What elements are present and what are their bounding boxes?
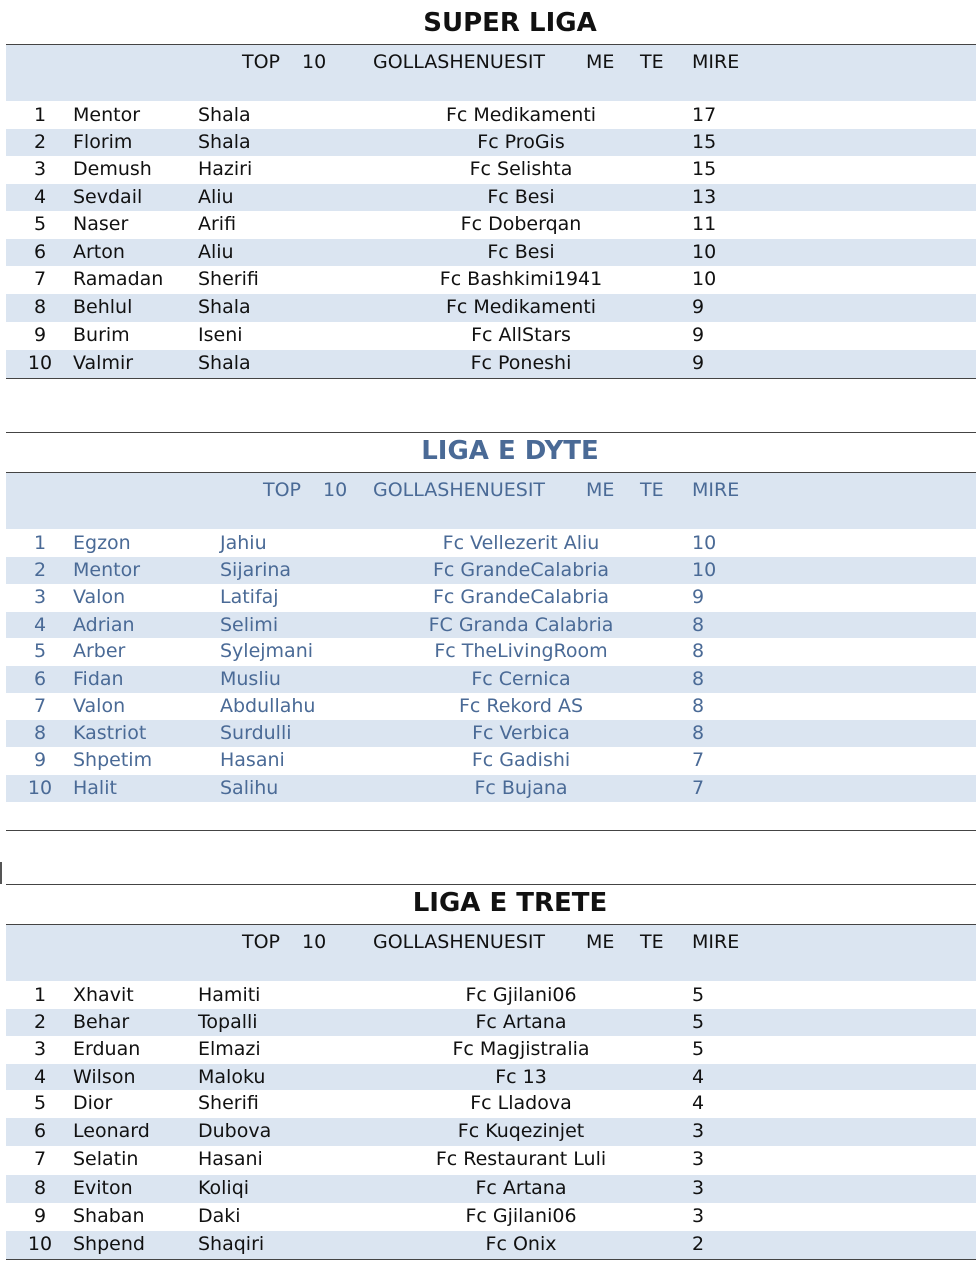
- team: Fc Onix: [485, 1233, 557, 1255]
- table-row: [6, 102, 976, 129]
- header-gollashenuesit: GOLLASHENUESIT: [373, 479, 546, 501]
- team: Fc Magjistralia: [452, 1038, 590, 1060]
- first-name: Arton: [73, 241, 125, 263]
- column-header: [6, 45, 976, 101]
- table-row: [6, 530, 976, 557]
- team: Fc Bujana: [474, 777, 568, 799]
- rank: 3: [33, 1038, 47, 1060]
- team: Fc Rekord AS: [458, 695, 584, 717]
- table-title: LIGA E DYTE: [421, 436, 599, 466]
- last-name: Shaqiri: [198, 1233, 265, 1255]
- first-name: Fidan: [73, 668, 124, 690]
- table-row: [6, 775, 976, 802]
- last-name: Elmazi: [198, 1038, 261, 1060]
- first-name: Valmir: [73, 352, 134, 374]
- rank: 6: [33, 1120, 47, 1142]
- last-name: Selimi: [220, 614, 279, 636]
- first-name: Mentor: [73, 559, 141, 581]
- rank: 1: [33, 532, 47, 554]
- rank: 2: [33, 131, 47, 153]
- team: Fc AllStars: [471, 324, 571, 346]
- team: Fc TheLivingRoom: [434, 640, 608, 662]
- goals: 5: [692, 984, 705, 1006]
- goals: 8: [692, 695, 705, 717]
- rank: 8: [33, 722, 47, 744]
- first-name: Behar: [73, 1011, 130, 1033]
- first-name: Shaban: [73, 1205, 145, 1227]
- first-name: Shpetim: [73, 749, 153, 771]
- table-row: [6, 612, 976, 638]
- rank: 4: [33, 614, 47, 636]
- table-row: [6, 1036, 976, 1064]
- rank: 6: [33, 668, 47, 690]
- rank: 4: [33, 186, 47, 208]
- column-header: [6, 925, 976, 981]
- table-title: SUPER LIGA: [423, 8, 597, 38]
- team: Fc Bashkimi1941: [439, 268, 603, 290]
- goals: 9: [692, 352, 705, 374]
- goals: 3: [692, 1177, 705, 1199]
- first-name: Shpend: [73, 1233, 145, 1255]
- goals: 10: [692, 268, 717, 290]
- goals: 17: [692, 104, 717, 126]
- goals: 15: [692, 131, 717, 153]
- header-te: TE: [640, 479, 664, 501]
- first-name: Behlul: [73, 296, 133, 318]
- rank: 2: [33, 1011, 47, 1033]
- first-name: Demush: [73, 158, 152, 180]
- goals: 9: [692, 586, 705, 608]
- team: Fc GrandeCalabria: [432, 559, 609, 581]
- last-name: Sherifi: [198, 268, 259, 290]
- table-row: [6, 1146, 976, 1175]
- header-mire: MIRE: [692, 931, 740, 953]
- header-te: TE: [640, 931, 664, 953]
- text-cursor: [0, 862, 2, 884]
- table-row: [6, 294, 976, 322]
- team: Fc ProGis: [477, 131, 565, 153]
- first-name: Leonard: [73, 1120, 150, 1142]
- last-name: Hasani: [198, 1148, 263, 1170]
- first-name: Xhavit: [73, 984, 134, 1006]
- first-name: Dior: [73, 1092, 113, 1114]
- table-row: [6, 1090, 976, 1118]
- first-name: Selatin: [73, 1148, 139, 1170]
- goals: 11: [692, 213, 717, 235]
- table-row: [6, 720, 976, 747]
- divider: [6, 378, 976, 379]
- first-name: Naser: [73, 213, 129, 235]
- team: FC Granda Calabria: [428, 614, 614, 636]
- table-row: [6, 638, 976, 666]
- rank: 9: [33, 1205, 47, 1227]
- team: Fc 13: [495, 1066, 547, 1088]
- last-name: Sylejmani: [220, 640, 314, 662]
- first-name: Florim: [73, 131, 133, 153]
- goals: 5: [692, 1011, 705, 1033]
- team: Fc Gjilani06: [465, 1205, 577, 1227]
- goals: 3: [692, 1148, 705, 1170]
- first-name: Wilson: [73, 1066, 136, 1088]
- first-name: Burim: [73, 324, 130, 346]
- goals: 10: [692, 559, 717, 581]
- goals: 13: [692, 186, 717, 208]
- rank: 5: [33, 640, 47, 662]
- first-name: Eviton: [73, 1177, 133, 1199]
- last-name: Arifi: [198, 213, 237, 235]
- table-row: [6, 266, 976, 294]
- team: Fc Besi: [487, 186, 555, 208]
- last-name: Hamiti: [198, 984, 261, 1006]
- team: Fc Vellezerit Aliu: [442, 532, 600, 554]
- last-name: Jahiu: [220, 532, 267, 554]
- last-name: Aliu: [198, 186, 234, 208]
- table-row: [6, 156, 976, 184]
- table-row: [6, 184, 976, 211]
- header-top: TOP: [263, 479, 302, 501]
- team: Fc Artana: [475, 1011, 567, 1033]
- header-ten: 10: [302, 931, 327, 953]
- last-name: Shala: [198, 131, 251, 153]
- last-name: Aliu: [198, 241, 234, 263]
- divider: [6, 830, 976, 831]
- divider: [6, 1259, 976, 1260]
- column-header: [6, 473, 976, 529]
- rank: 8: [33, 296, 47, 318]
- last-name: Abdullahu: [220, 695, 316, 717]
- first-name: Kastriot: [73, 722, 147, 744]
- rank: 7: [33, 695, 47, 717]
- goals: 8: [692, 614, 705, 636]
- goals: 10: [692, 241, 717, 263]
- team: Fc Cernica: [471, 668, 571, 690]
- goals: 9: [692, 324, 705, 346]
- last-name: Latifaj: [220, 586, 279, 608]
- first-name: Erduan: [73, 1038, 141, 1060]
- header-top: TOP: [242, 51, 281, 73]
- last-name: Koliqi: [198, 1177, 250, 1199]
- table-row: [6, 693, 976, 720]
- rank: 6: [33, 241, 47, 263]
- goals: 8: [692, 668, 705, 690]
- table-row: [6, 557, 976, 584]
- rank: 10: [27, 352, 53, 374]
- team: Fc Selishta: [469, 158, 573, 180]
- rank: 5: [33, 1092, 47, 1114]
- goals: 7: [692, 749, 705, 771]
- goals: 7: [692, 777, 705, 799]
- last-name: Sijarina: [220, 559, 292, 581]
- first-name: Egzon: [73, 532, 131, 554]
- team: Fc Gadishi: [471, 749, 571, 771]
- table-row: [6, 239, 976, 266]
- goals: 9: [692, 296, 705, 318]
- table-row: [6, 211, 976, 239]
- header-top: TOP: [242, 931, 281, 953]
- table-row: [6, 322, 976, 350]
- team: Fc Medikamenti: [445, 104, 597, 126]
- table-row: [6, 1064, 976, 1090]
- last-name: Surdulli: [220, 722, 292, 744]
- first-name: Valon: [73, 586, 126, 608]
- table-row: [6, 1009, 976, 1036]
- last-name: Iseni: [198, 324, 243, 346]
- last-name: Salihu: [220, 777, 279, 799]
- rank: 1: [33, 984, 47, 1006]
- header-gollashenuesit: GOLLASHENUESIT: [373, 931, 546, 953]
- goals: 8: [692, 640, 705, 662]
- team: Fc GrandeCalabria: [432, 586, 609, 608]
- rank: 10: [27, 1233, 53, 1255]
- team: Fc Verbica: [472, 722, 570, 744]
- rank: 9: [33, 324, 47, 346]
- header-gollashenuesit: GOLLASHENUESIT: [373, 51, 546, 73]
- table-row: [6, 350, 976, 378]
- team: Fc Artana: [475, 1177, 567, 1199]
- divider: [6, 884, 976, 885]
- last-name: Daki: [198, 1205, 241, 1227]
- table-row: [6, 666, 976, 693]
- last-name: Sherifi: [198, 1092, 259, 1114]
- rank: 3: [33, 586, 47, 608]
- last-name: Shala: [198, 352, 251, 374]
- header-te: TE: [640, 51, 664, 73]
- goals: 3: [692, 1205, 705, 1227]
- goals: 15: [692, 158, 717, 180]
- table-title: LIGA E TRETE: [412, 888, 608, 918]
- team: Fc Kuqezinjet: [457, 1120, 585, 1142]
- team: Fc Doberqan: [460, 213, 582, 235]
- team: Fc Restaurant Luli: [435, 1148, 607, 1170]
- rank: 2: [33, 559, 47, 581]
- header-ten: 10: [302, 51, 327, 73]
- goals: 3: [692, 1120, 705, 1142]
- rank: 7: [33, 268, 47, 290]
- first-name: Sevdail: [73, 186, 143, 208]
- rank: 7: [33, 1148, 47, 1170]
- team: Fc Lladova: [470, 1092, 572, 1114]
- first-name: Halit: [73, 777, 117, 799]
- first-name: Arber: [73, 640, 126, 662]
- last-name: Musliu: [220, 668, 281, 690]
- last-name: Maloku: [198, 1066, 266, 1088]
- first-name: Ramadan: [73, 268, 164, 290]
- header-me: ME: [586, 931, 615, 953]
- table-row: [6, 1175, 976, 1203]
- goals: 2: [692, 1233, 705, 1255]
- rank: 4: [33, 1066, 47, 1088]
- last-name: Haziri: [198, 158, 253, 180]
- goals: 4: [692, 1066, 705, 1088]
- header-mire: MIRE: [692, 479, 740, 501]
- table-row: [6, 1231, 976, 1259]
- header-mire: MIRE: [692, 51, 740, 73]
- table-row: [6, 1118, 976, 1146]
- last-name: Dubova: [198, 1120, 272, 1142]
- goals: 4: [692, 1092, 705, 1114]
- table-row: [6, 1203, 976, 1231]
- team: Fc Medikamenti: [445, 296, 597, 318]
- header-me: ME: [586, 51, 615, 73]
- table-row: [6, 129, 976, 156]
- last-name: Shala: [198, 104, 251, 126]
- rank: 3: [33, 158, 47, 180]
- team: Fc Gjilani06: [465, 984, 577, 1006]
- goals: 10: [692, 532, 717, 554]
- rank: 10: [27, 777, 53, 799]
- header-ten: 10: [323, 479, 348, 501]
- rank: 9: [33, 749, 47, 771]
- last-name: Topalli: [198, 1011, 258, 1033]
- last-name: Hasani: [220, 749, 285, 771]
- goals: 8: [692, 722, 705, 744]
- team: Fc Poneshi: [470, 352, 572, 374]
- rank: 1: [33, 104, 47, 126]
- table-row: [6, 747, 976, 775]
- table-row: [6, 584, 976, 612]
- last-name: Shala: [198, 296, 251, 318]
- table-row: [6, 982, 976, 1009]
- first-name: Adrian: [73, 614, 135, 636]
- divider: [6, 432, 976, 433]
- rank: 5: [33, 213, 47, 235]
- team: Fc Besi: [487, 241, 555, 263]
- first-name: Mentor: [73, 104, 141, 126]
- first-name: Valon: [73, 695, 126, 717]
- rank: 8: [33, 1177, 47, 1199]
- header-me: ME: [586, 479, 615, 501]
- goals: 5: [692, 1038, 705, 1060]
